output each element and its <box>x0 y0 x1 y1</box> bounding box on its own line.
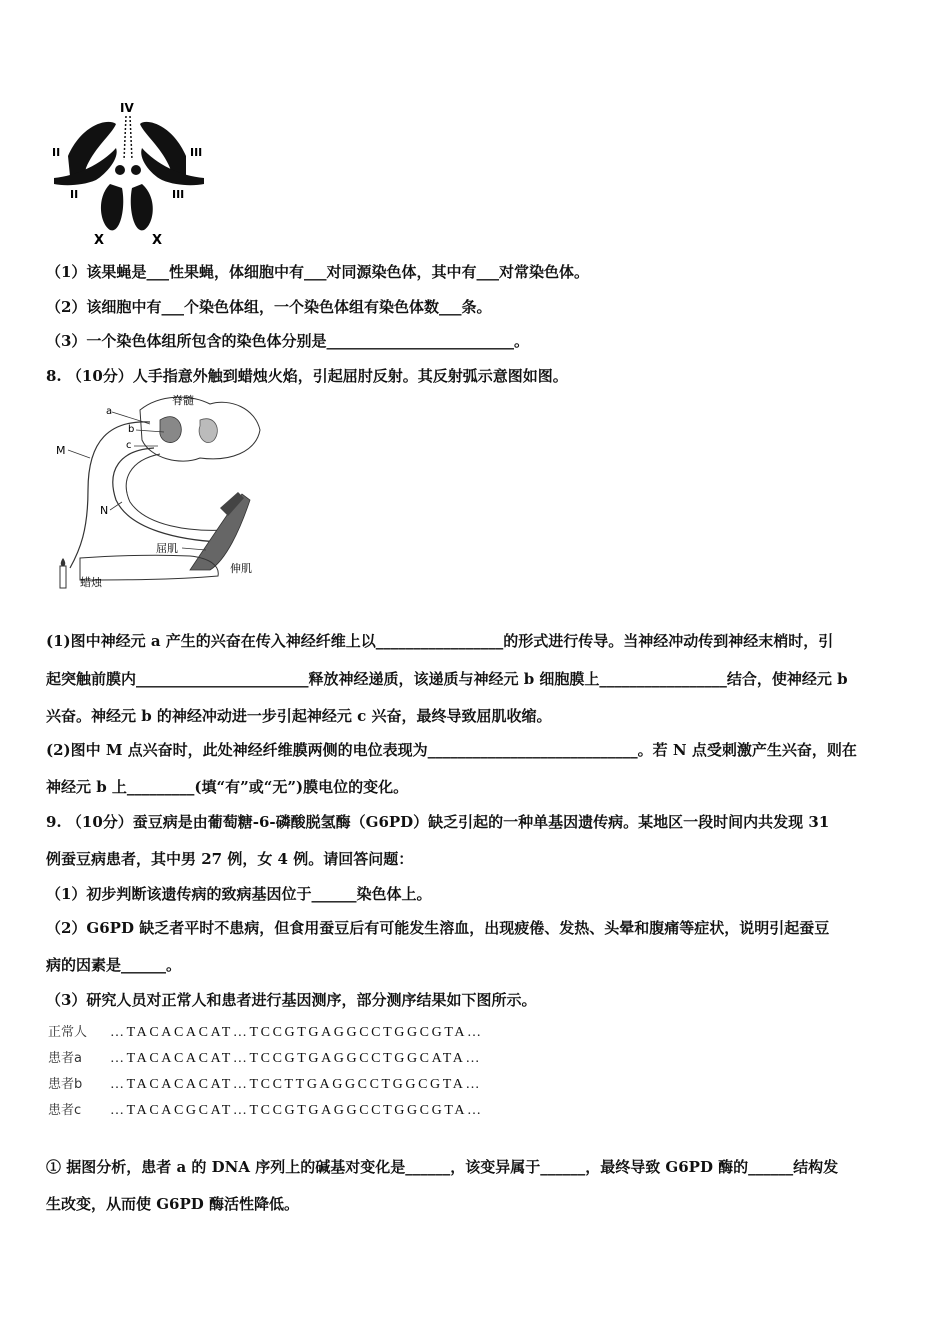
label-spine: 脊髓 <box>172 394 194 407</box>
q9-line1: 9. （10分）蚕豆病是由葡萄糖-6-磷酸脱氢酶（G6PD）缺乏引起的一种单基因遗传病。某地区一段时间内共发现 31 <box>46 813 830 831</box>
q8-line1: (1)图中神经元 a 产生的兴奋在传入神经纤维上以_________________的形式进行传导。当神经冲动传到神经末梢时，引 <box>46 632 834 650</box>
q9-line5: 病的因素是______。 <box>46 956 182 974</box>
label-flexor: 屈肌 <box>156 542 178 555</box>
chromosome-label-ii-top: II <box>52 146 61 159</box>
sequence-label: 正常人 <box>48 1025 88 1040</box>
sequence-code: …TACACACAT…TCCTTGAGGCCTGGCGTA… <box>110 1077 483 1092</box>
sequence-row <box>48 1099 484 1119</box>
sequence-row <box>48 1047 482 1067</box>
label-candle: 蜡烛 <box>80 576 102 589</box>
label-c: c <box>126 440 132 451</box>
q9-line2: 例蚕豆病患者，其中男 27 例，女 4 例。请回答问题： <box>46 850 414 868</box>
q7-part3: （3）一个染色体组所包含的染色体分别是_________________________。 <box>46 332 529 350</box>
q8-line2: 起突触前膜内_______________________释放神经递质，该递质与神经元 b 细胞膜上_________________结合，使神经元 b <box>46 670 848 688</box>
label-a: a <box>106 406 113 417</box>
chromosome-x-left <box>101 184 123 230</box>
label-n: N <box>100 504 109 517</box>
chromosome-label-iii-bottom: III <box>172 188 185 201</box>
q8-line5: 神经元 b 上_________(填“有”或“无”)膜电位的变化。 <box>46 778 409 796</box>
sequence-label: 患者c <box>48 1103 82 1118</box>
sequence-row <box>48 1021 484 1041</box>
sequence-code: …TACACGCAT…TCCGTGAGGCCTGGCGTA… <box>110 1103 484 1118</box>
reflex-arc-figure <box>50 390 270 592</box>
chromosome-label-x-left: X <box>94 233 105 248</box>
chromosome-x-right <box>131 184 153 230</box>
sequence-code: …TACACACAT…TCCGTGAGGCCTGGCATA… <box>110 1051 483 1066</box>
chromosome-label-iv: IV <box>120 101 134 115</box>
label-extensor: 伸肌 <box>230 562 252 575</box>
sequence-row <box>48 1073 482 1093</box>
q9-line6: （3）研究人员对正常人和患者进行基因测序，部分测序结果如下图所示。 <box>46 991 537 1009</box>
chromosome-label-iii-top: III <box>190 146 203 159</box>
q7-part1: （1）该果蝇是___性果蝇，体细胞中有___对同源染色体，其中有___对常染色体。 <box>46 263 589 281</box>
chromosome-label-x-right: X <box>152 233 163 248</box>
label-m: M <box>56 444 66 457</box>
q7-part2: （2）该细胞中有___个染色体组，一个染色体组有染色体数___条。 <box>46 298 492 316</box>
q9-line8: 生改变，从而使 G6PD 酶活性降低。 <box>46 1195 299 1213</box>
chromosome-figure <box>46 98 216 250</box>
sequence-label: 患者a <box>48 1051 82 1066</box>
q8-header: 8. （10分）人手指意外触到蜡烛火焰，引起屈肘反射。其反射弧示意图如图。 <box>46 367 568 385</box>
label-b: b <box>128 424 135 435</box>
q8-line4: (2)图中 M 点兴奋时，此处神经纤维膜两侧的电位表现为____________________________。若 N 点受刺激产生兴奋，则在 <box>46 741 857 759</box>
q9-line3: （1）初步判断该遗传病的致病基因位于______染色体上。 <box>46 885 432 903</box>
q9-line4: （2）G6PD 缺乏者平时不患病，但食用蚕豆后有可能发生溶血，出现疲倦、发热、头晕和腹痛等症状，说明引起蚕豆 <box>46 919 830 937</box>
q8-line3: 兴奋。神经元 b 的神经冲动进一步引起神经元 c 兴奋，最终导致屈肌收缩。 <box>46 707 552 725</box>
sequence-label: 患者b <box>48 1077 83 1092</box>
sequence-code: …TACACACAT…TCCGTGAGGCCTGGCGTA… <box>110 1025 484 1040</box>
q9-line7: ① 据图分析，患者 a 的 DNA 序列上的碱基对变化是______，该变异属于______，最终导致 G6PD 酶的______结构发 <box>46 1158 839 1176</box>
chromosome-label-ii-bottom: II <box>70 188 79 201</box>
